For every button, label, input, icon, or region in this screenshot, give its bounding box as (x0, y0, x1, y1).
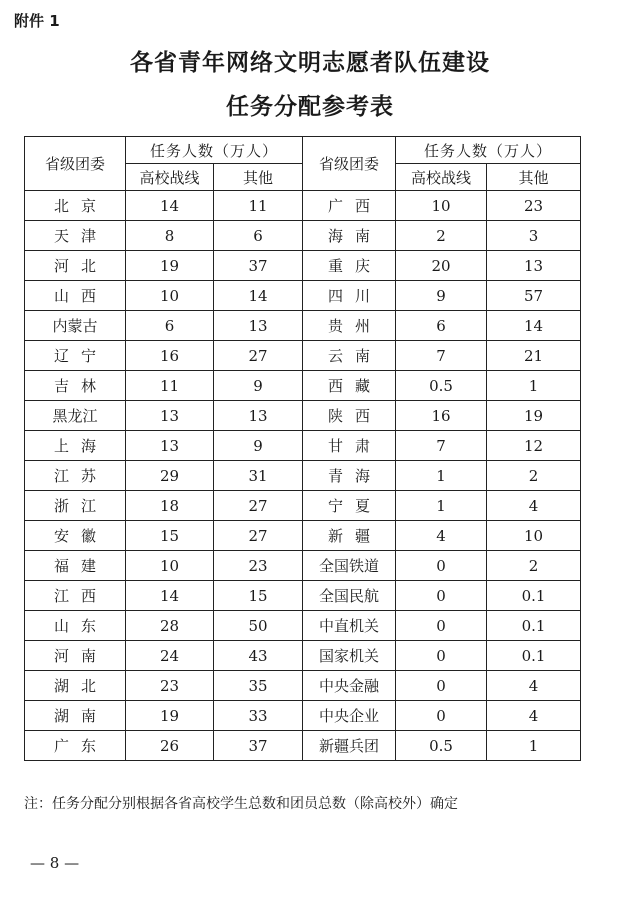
college-count-cell: 7 (396, 341, 487, 371)
college-count-cell: 0 (396, 581, 487, 611)
college-count-cell: 0 (396, 671, 487, 701)
table-row (25, 581, 581, 611)
table-row (25, 671, 581, 701)
other-count-cell: 19 (487, 401, 581, 431)
table-row (25, 281, 581, 311)
college-count-cell: 10 (396, 191, 487, 221)
table-row (25, 551, 581, 581)
other-count-cell: 2 (487, 551, 581, 581)
province-name-cell: 宁夏 (303, 491, 396, 521)
other-count-cell: 9 (214, 371, 303, 401)
other-count-cell: 13 (214, 401, 303, 431)
province-name-cell: 重庆 (303, 251, 396, 281)
province-name-cell: 全国民航 (303, 581, 396, 611)
other-count-cell: 0.1 (487, 611, 581, 641)
college-count-cell: 10 (126, 551, 214, 581)
other-count-cell: 11 (214, 191, 303, 221)
college-count-cell: 1 (396, 461, 487, 491)
college-count-cell: 15 (126, 521, 214, 551)
header-other-right: 其他 (487, 164, 581, 191)
college-count-cell: 9 (396, 281, 487, 311)
province-name-cell: 山东 (25, 611, 126, 641)
other-count-cell: 27 (214, 521, 303, 551)
college-count-cell: 0 (396, 611, 487, 641)
province-name-cell: 甘肃 (303, 431, 396, 461)
college-count-cell: 13 (126, 431, 214, 461)
college-count-cell: 29 (126, 461, 214, 491)
province-name-cell: 中直机关 (303, 611, 396, 641)
college-count-cell: 13 (126, 401, 214, 431)
college-count-cell: 6 (126, 311, 214, 341)
college-count-cell: 24 (126, 641, 214, 671)
other-count-cell: 4 (487, 491, 581, 521)
college-count-cell: 19 (126, 251, 214, 281)
college-count-cell: 0 (396, 641, 487, 671)
header-province-left: 省级团委 (25, 137, 126, 191)
province-name-cell: 黑龙江 (25, 401, 126, 431)
document-title: 各省青年网络文明志愿者队伍建设 (130, 50, 490, 76)
table-row (25, 641, 581, 671)
header-province-right: 省级团委 (303, 137, 396, 191)
province-name-cell: 四川 (303, 281, 396, 311)
other-count-cell: 57 (487, 281, 581, 311)
province-name-cell: 内蒙古 (25, 311, 126, 341)
other-count-cell: 50 (214, 611, 303, 641)
table-row (25, 431, 581, 461)
other-count-cell: 21 (487, 341, 581, 371)
other-count-cell: 9 (214, 431, 303, 461)
province-name-cell: 国家机关 (303, 641, 396, 671)
province-name-cell: 辽宁 (25, 341, 126, 371)
province-name-cell: 新疆兵团 (303, 731, 396, 761)
other-count-cell: 0.1 (487, 641, 581, 671)
college-count-cell: 16 (126, 341, 214, 371)
table-row (25, 371, 581, 401)
province-name-cell: 海南 (303, 221, 396, 251)
other-count-cell: 35 (214, 671, 303, 701)
table-row (25, 701, 581, 731)
table-row (25, 311, 581, 341)
college-count-cell: 8 (126, 221, 214, 251)
annex-label: 附件 1 (14, 12, 60, 30)
college-count-cell: 7 (396, 431, 487, 461)
header-college-left: 高校战线 (126, 164, 214, 191)
table-row (25, 191, 581, 221)
other-count-cell: 4 (487, 671, 581, 701)
document-subtitle: 任务分配参考表 (226, 94, 394, 120)
province-name-cell: 浙江 (25, 491, 126, 521)
allocation-table (24, 136, 581, 761)
college-count-cell: 11 (126, 371, 214, 401)
other-count-cell: 37 (214, 731, 303, 761)
page-number: — 8 — (30, 854, 80, 872)
college-count-cell: 18 (126, 491, 214, 521)
other-count-cell: 2 (487, 461, 581, 491)
other-count-cell: 13 (214, 311, 303, 341)
other-count-cell: 43 (214, 641, 303, 671)
table-row (25, 731, 581, 761)
province-name-cell: 江西 (25, 581, 126, 611)
other-count-cell: 33 (214, 701, 303, 731)
province-name-cell: 吉林 (25, 371, 126, 401)
province-name-cell: 山西 (25, 281, 126, 311)
college-count-cell: 4 (396, 521, 487, 551)
province-name-cell: 北京 (25, 191, 126, 221)
table-row (25, 401, 581, 431)
college-count-cell: 1 (396, 491, 487, 521)
province-name-cell: 安徽 (25, 521, 126, 551)
table-row (25, 491, 581, 521)
college-count-cell: 0.5 (396, 731, 487, 761)
other-count-cell: 1 (487, 371, 581, 401)
province-name-cell: 上海 (25, 431, 126, 461)
header-college-right: 高校战线 (396, 164, 487, 191)
table-row (25, 341, 581, 371)
college-count-cell: 0 (396, 701, 487, 731)
province-name-cell: 湖北 (25, 671, 126, 701)
other-count-cell: 12 (487, 431, 581, 461)
table-row (25, 521, 581, 551)
other-count-cell: 37 (214, 251, 303, 281)
footnote: 注：任务分配分别根据各省高校学生总数和团员总数（除高校外）确定 (24, 796, 458, 812)
table-row (25, 221, 581, 251)
other-count-cell: 15 (214, 581, 303, 611)
allocation-table-body (25, 191, 581, 761)
other-count-cell: 6 (214, 221, 303, 251)
other-count-cell: 1 (487, 731, 581, 761)
table-row (25, 611, 581, 641)
college-count-cell: 14 (126, 191, 214, 221)
province-name-cell: 河北 (25, 251, 126, 281)
college-count-cell: 6 (396, 311, 487, 341)
province-name-cell: 青海 (303, 461, 396, 491)
province-name-cell: 云南 (303, 341, 396, 371)
province-name-cell: 福建 (25, 551, 126, 581)
college-count-cell: 26 (126, 731, 214, 761)
other-count-cell: 4 (487, 701, 581, 731)
other-count-cell: 14 (487, 311, 581, 341)
other-count-cell: 3 (487, 221, 581, 251)
table-row (25, 251, 581, 281)
province-name-cell: 广东 (25, 731, 126, 761)
other-count-cell: 13 (487, 251, 581, 281)
other-count-cell: 0.1 (487, 581, 581, 611)
province-name-cell: 河南 (25, 641, 126, 671)
province-name-cell: 江苏 (25, 461, 126, 491)
header-task-count-right: 任务人数（万人） (396, 137, 581, 164)
province-name-cell: 天津 (25, 221, 126, 251)
other-count-cell: 14 (214, 281, 303, 311)
header-other-left: 其他 (214, 164, 303, 191)
province-name-cell: 中央企业 (303, 701, 396, 731)
college-count-cell: 14 (126, 581, 214, 611)
college-count-cell: 0.5 (396, 371, 487, 401)
college-count-cell: 2 (396, 221, 487, 251)
college-count-cell: 28 (126, 611, 214, 641)
other-count-cell: 10 (487, 521, 581, 551)
college-count-cell: 0 (396, 551, 487, 581)
province-name-cell: 全国铁道 (303, 551, 396, 581)
college-count-cell: 16 (396, 401, 487, 431)
province-name-cell: 陕西 (303, 401, 396, 431)
college-count-cell: 23 (126, 671, 214, 701)
college-count-cell: 19 (126, 701, 214, 731)
province-name-cell: 中央金融 (303, 671, 396, 701)
other-count-cell: 27 (214, 341, 303, 371)
table-row (25, 461, 581, 491)
other-count-cell: 23 (214, 551, 303, 581)
other-count-cell: 31 (214, 461, 303, 491)
province-name-cell: 广西 (303, 191, 396, 221)
college-count-cell: 10 (126, 281, 214, 311)
province-name-cell: 西藏 (303, 371, 396, 401)
other-count-cell: 23 (487, 191, 581, 221)
college-count-cell: 20 (396, 251, 487, 281)
other-count-cell: 27 (214, 491, 303, 521)
province-name-cell: 新疆 (303, 521, 396, 551)
header-task-count-left: 任务人数（万人） (126, 137, 303, 164)
province-name-cell: 贵州 (303, 311, 396, 341)
province-name-cell: 湖南 (25, 701, 126, 731)
